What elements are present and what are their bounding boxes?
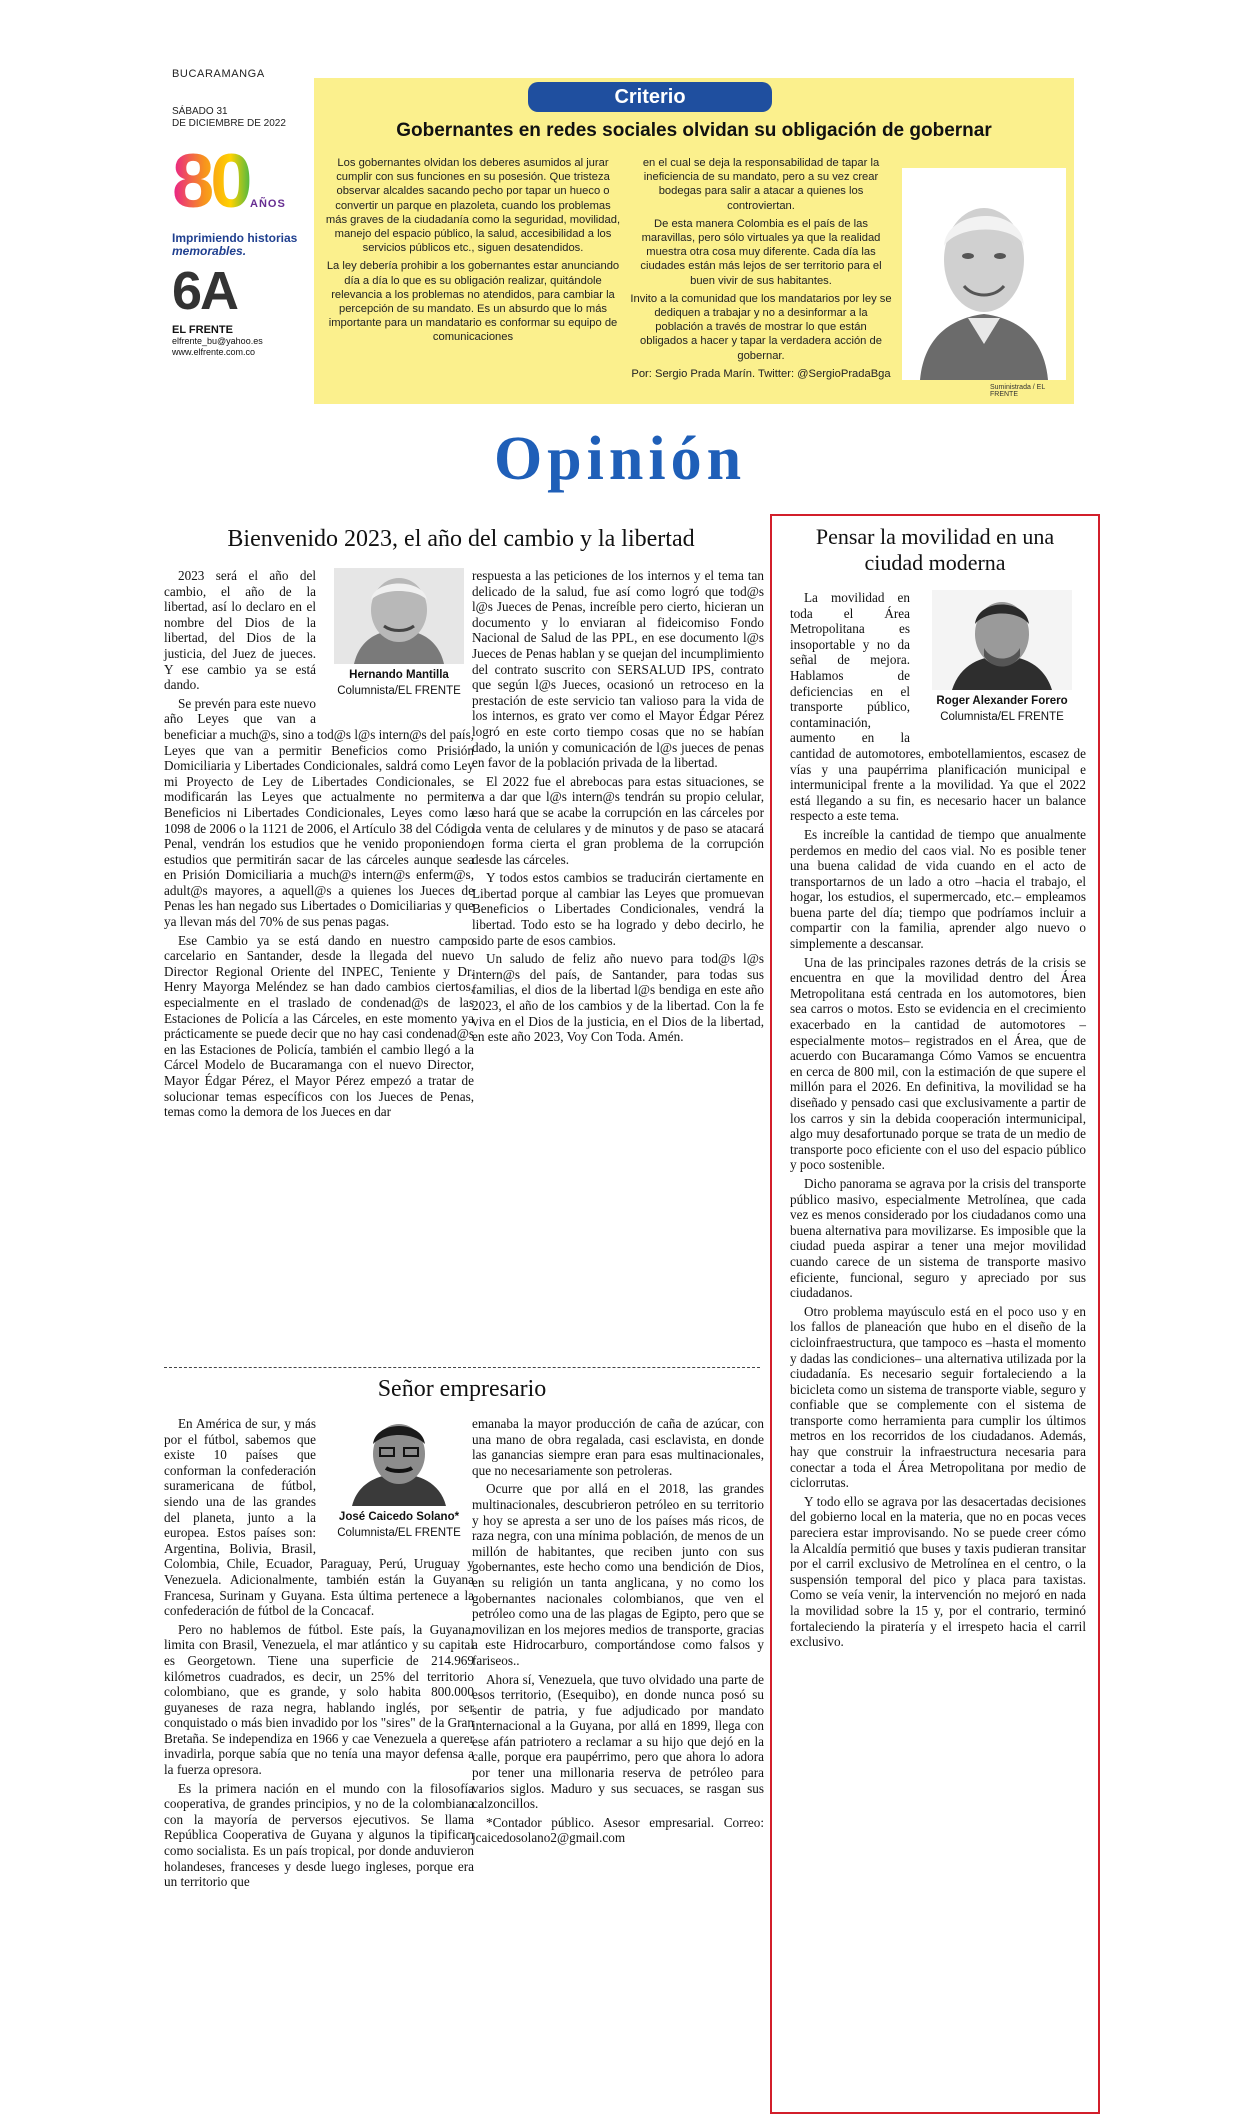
- criterio-column-1: Los gobernantes olvidan los deberes asumidos al jurar cumplir con sus funciones en su posesión. Que tristeza observar alcaldes sacando pecho por tapar un hueco o convertir un parque en plazoleta, cuando los problemas más graves de la ciudadanía como la seguridad, movilidad, manejo del espacio público, la salud, accesibilidad a los servicios públicos etc., siguen desatendidos. La ley debería prohibir a los gobernantes estar anunciando día a día lo que es su obligación realizar, quitándole relevancia a los problemas no atendidos, para cambiar la percepción de su mandato. Es un absurdo que lo más importante para un mandatario es conformar su equipo de comunicaciones: [325, 157, 621, 344]
- author-name: Hernando Mantilla: [349, 669, 449, 681]
- author-name: Roger Alexander Forero: [936, 695, 1068, 707]
- article-column: Roger Alexander Forero Columnista/EL FRENTE La movilidad en toda el Área Metropolitana es insoportable y no da señal de mejora. Hablamos de deficiencias en el transporte público, contaminación, aumento en la cantidad de automotores, embotellamientos, escasez de vías y una paupérrima planificación municipal e intermunicipal frente a la movilidad. Ya que el 2022 está llegando a su fin, es necesario hacer un balance respecto a este tema. Es increíble la cantidad de tiempo que anualmente perdemos en medio del caos vial. No es posible tener una buena calidad de vida cuando en el acto de transportarnos de un lado a otro –hacia el trabajo, el hogar, los estudios, el supermercado, etc.– empleamos buena parte del día; tiempo que podríamos incluir a compartir con la familia, aprender algo nuevo o simplemente a descansar. Una de las principales razones detrás de la crisis se encuentra en que la movilidad dentro del Área Metropolitana está centrada en los automotores, bien sea carros o motos. Esto se evidencia en el crecimiento exacerbado en la cantidad de automotores –especialmente motos– registrados en el Área, que de acuerdo con Bucaramanga Cómo Vamos se encuentra en cerca de 800 mil, con la estimación de que supere el millón para el 2026. En definitiva, la movilidad se ha diseñado y pensado casi que exclusivamente a partir de los carros y sin la debida cooperación intermunicipal, algo muy desafortunado porque se trata de un medio de transporte poco eficiente con el uso del espacio público y poco sostenible. Dicho panorama se agrava por la crisis del transporte público masivo, especialmente Metrolínea, que cada vez es menos considerado por los ciudadanos como una buena alternativa para movilizarse. Es imposible que la ciudad pueda aspirar a tener una mejor movilidad cuando carece de un sistema de transporte masivo eficiente, funcional, seguro y apreciado por sus ciudadanos. Otro problema mayúsculo está en el poco uso y en los fallos de planeación que hubo en el diseño de la cicloinfraestructura, que tampoco es –hasta el momento y dadas las condiciones– una alternativa utilizada por la ciudadanía. Es necesario seguir fortaleciendo a la bicicleta como un sistema de transporte viable, seguro y confiable que se complemente con el sistema de transporte como herramienta para cumplir los últimos metros en los recorridos de los ciudadanos. Además, hay que construir la infraestructura necesaria para conectar a toda el Área Metropolitana por medio de ciclorrutas. Y todo ello se agrava por las desacertadas decisiones del gobierno local en la materia, que no en pocas veces pareciera estar improvisando. No se puede creer cómo la Alcaldía permitió que buses y taxis pudieran transitar por el carril exclusivo de Metrolínea en el centro, o la suspensión temporal del pico y placa para taxistas. Como se veía venir, la intervención no mejoró en nada la movilidad sobre la 15 y, por el contrario, terminó fortaleciendo la piratería y el irrespeto hacia el carril exclusivo.: [790, 590, 1086, 1650]
- criterio-column-2: en el cual se deja la responsabilidad de tapar la ineficiencia de su mandato, pero a su vez crear bodegas para salir a atacar a quienes los controviertan. De esta manera Colombia es el país de las maravillas, pero sólo virtuales ya que la realidad muestra otra cosa muy diferente. Cada día las ciudades están más lejos de ser territorio para el buen vivir de sus habitantes. Invito a la comunidad que los mandatarios por ley se dediquen a trabajar y no a desinformar a la población a través de mostrar lo que están obligados a hacer y tapar la verdadera acción de gobernar. Por: Sergio Prada Marín. Twitter: @SergioPradaBga: [630, 157, 892, 380]
- article-column: Hernando Mantilla Columnista/EL FRENTE 2023 será el año del cambio, el año de la libertad, así lo declaro en el nombre del Dios de la libertad, del Dios de la justicia, del Juez de jueces. Y ese cambio ya se está dando. Se prevén para este nuevo año Leyes que van a beneficiar a much@s, sino a tod@s l@s intern@s del país, Leyes que van a permitir Beneficios como Prisión Domiciliaria y Libertades Condicionales, saldrá como Ley mi Proyecto de Ley de Libertades Condicionales, se modificarán las Leyes que actualmente no permiten Beneficios ni Libertades Condicionales, Leyes como la 1098 de 2006 o la 1121 de 2006, el Artículo 38 del Código Penal, vendrán los estudios que he venido proponiendo, estudios que permitirán sacar de las cárceles aunque sea en Prisión Domiciliaria a much@s intern@s enferm@s, adult@s mayores, a aquell@s a quienes los Jueces de Penas les han negado sus Libertades o Domiciliarias y que ya llevan más del 70% de sus penas pagas. Ese Cambio ya se está dando en nuestro campo carcelario en Santander, desde la llegada del nuevo Director Regional Oriente del INPEC, Teniente y Dr. Henry Mayorga Meléndez se han dado cambios ciertos, especialmente en el traslado de condenad@s de las Estaciones de Policía a las Cárceles, en este momento ya prácticamente se puede decir que no hay casi condenad@s en las Estaciones de Policía, también el cambio llegó a la Cárcel Modelo de Bucaramanga con el nuevo Director, Mayor Édgar Pérez, el Mayor Pérez empezó a tratar de solucionar temas específicos con los Jueces de Penas, temas como la demora de los Jueces en dar: [164, 568, 474, 1120]
- masthead-date: SÁBADO 31 DE DICIEMBRE DE 2022: [172, 106, 286, 129]
- article-title: Pensar la movilidad en una ciudad moderna: [815, 524, 1055, 575]
- author-photo: [902, 168, 1066, 380]
- page-number: 6A: [172, 261, 238, 321]
- photo-credit: Suministrada / EL FRENTE: [990, 384, 1045, 398]
- author-photo: [324, 568, 474, 664]
- author-name: José Caicedo Solano*: [338, 1511, 460, 1523]
- author-role: Columnista/EL FRENTE: [337, 1526, 461, 1539]
- author-role: Columnista/EL FRENTE: [940, 710, 1064, 723]
- article-column: emanaba la mayor producción de caña de azúcar, con una mano de obra regalada, casi esclavista, en donde las ganancias siempre eran para esas multinacionales, que no necesariamente son petroleras. Ocurre que por allá en el 2018, las grandes multinacionales, descubrieron petróleo en su territorio y hoy se apresta a ser uno de los países más ricos, de raza negra, con una mínima población, de menos de un millón de habitantes, que reciben junto con sus gobernantes, este hecho como una bendición de Dios, en su religión un tanta anglicana, y no como los gobernantes nacionales colombianos, que ven el petróleo como una de las plagas de Egipto, pero que se movilizan en los mejores medios de transporte, gracias a este Hidrocarburo, comportándose como falsos y fariseos.. Ahora sí, Venezuela, que tuvo olvidado una parte de esos territorio, (Esequibo), en donde nunca posó su sentir de patria, y fue adjudicado por mandato internacional a la Guyana, por allá en 1899, llega con ese afán patriotero a reclamar a su hijo que dejó en la calle, porque era paupérrimo, pero que ahora lo adora por tener una millonaria reserva de petróleo para varios siglos. Maduro y sus secuaces, se rasgan sus calzoncillos. *Contador público. Asesor empresarial. Correo: jcaicedosolano2@gmail.com: [472, 1416, 764, 1846]
- criterio-signature: Por: Sergio Prada Marín. Twitter: @SergioPradaBga: [631, 367, 891, 380]
- article-column: José Caicedo Solano* Columnista/EL FRENTE En América de sur, y más por el fútbol, sabemos que existe 10 países que conforman la confederación suramericana de fútbol, siendo una de las grandes del planeta, junto a la europea. Estos países son: Argentina, Bolivia, Brasil, Colombia, Chile, Ecuador, Paraguay, Perú, Uruguay y Venezuela. Adicionalmente, también están la Guyana Francesa, Surinam y Guyana. Esta última pertenece a la confederación de fútbol de la Concacaf. Pero no hablemos de fútbol. Este país, la Guyana, limita con Brasil, Venezuela, el mar atlántico y su capital es Georgetown. Tiene una superficie de 214.969 kilómetros cuadrados, es decir, un 25% del territorio colombiano, que es grande, y solo habita 800.000 guyaneses de raza negra, hablando inglés, por ser conquistado o más bien invadido por los "sires" de la Gran Bretaña. Se independiza en 1966 y cae Venezuela a querer invadirla, porque sabía que no tenía una mayor defensa a la fuerza opresora. Es la primera nación en el mundo con la filosofía cooperativa, de grandes principios, y no de la colombiana con la mayoría de perversos ejecutivos. Se llama República Cooperativa de Guyana y algunos la tipifican como socialista. Es un país tropical, por donde anduvieron holandeses, franceses y desde luego ingleses, porque era un territorio que: [164, 1416, 474, 1890]
- byline: [918, 590, 1086, 740]
- byline: [324, 1416, 474, 1552]
- section-title: Opinión: [493, 425, 747, 493]
- author-role: Columnista/EL FRENTE: [337, 684, 461, 697]
- author-photo: [918, 590, 1086, 690]
- masthead: [172, 68, 302, 358]
- contact-website[interactable]: www.elfrente.com.co: [172, 347, 256, 357]
- article-divider: [164, 1367, 760, 1368]
- contact-email[interactable]: elfrente_bu@yahoo.es: [172, 336, 263, 346]
- criterio-label: Criterio: [528, 82, 772, 112]
- article-title: Bienvenido 2023, el año del cambio y la libertad: [227, 526, 695, 552]
- brand-name: EL FRENTE: [172, 324, 233, 336]
- criterio-box: [314, 78, 1074, 404]
- masthead-city: BUCARAMANGA: [172, 68, 265, 80]
- anniversary-number: 80: [172, 144, 302, 220]
- anniversary-logo: [172, 139, 302, 228]
- anniversary-word: AÑOS: [250, 198, 286, 210]
- author-photo: [324, 1416, 474, 1506]
- author-note: *Contador público. Asesor empresarial. Correo: jcaicedosolano2@gmail.com: [472, 1814, 764, 1846]
- tagline: Imprimiendo historias: [172, 231, 298, 245]
- criterio-title: Gobernantes en redes sociales olvidan su obligación de gobernar: [396, 120, 992, 141]
- tagline-emphasis: memorables.: [172, 244, 247, 258]
- byline: [324, 568, 474, 714]
- article-column: respuesta a las peticiones de los internos y el tema tan delicado de la salud, fue así como logró que tod@s l@s Jueces de Penas, increíble pero cierto, hicieran un documento y lo enviaran al fideicomiso Fondo Nacional de Salud de las PPL, en ese documento l@s Jueces de Penas hablan y se quejan del incumplimiento del contrato suscrito con SERSALUD IPS, contrato que según l@s Jueces, ocasionó un retroceso en la prestación de este servicio tan valioso para la vida de los internos, es grato ver como el Mayor Édgar Pérez logró en este corto tiempo cosas que no se habían dado, la unión y comunicación de l@s jueces de penas en favor de la población privada de la libertad. El 2022 fue el abrebocas para estas situaciones, se va a dar que l@s intern@s tendrán su propio celular, eso hará que se acabe la corrupción en las cárceles por la venta de celulares y de minutos y de paso se atacará en forma cierta el gran problema de la corrupción desde las cárceles. Y todos estos cambios se traducirán ciertamente en Libertad porque al cambiar las Leyes que promuevan Beneficios o Libertades Condicionales, vendrá la libertad. Todo esto se ha logrado y debo decirlo, he sido parte de esos cambios. Un saludo de feliz año nuevo para tod@s l@s intern@s del país, de Santander, para todas sus familias, el dios de la libertad l@s bendiga en este año 2023, el año de los cambios y de la libertad. Con la fe viva en el Dios de la justicia, en el Dios de la libertad, en este año 2023, Voy Con Toda. Amén.: [472, 568, 764, 1045]
- article-title: Señor empresario: [377, 1376, 547, 1402]
